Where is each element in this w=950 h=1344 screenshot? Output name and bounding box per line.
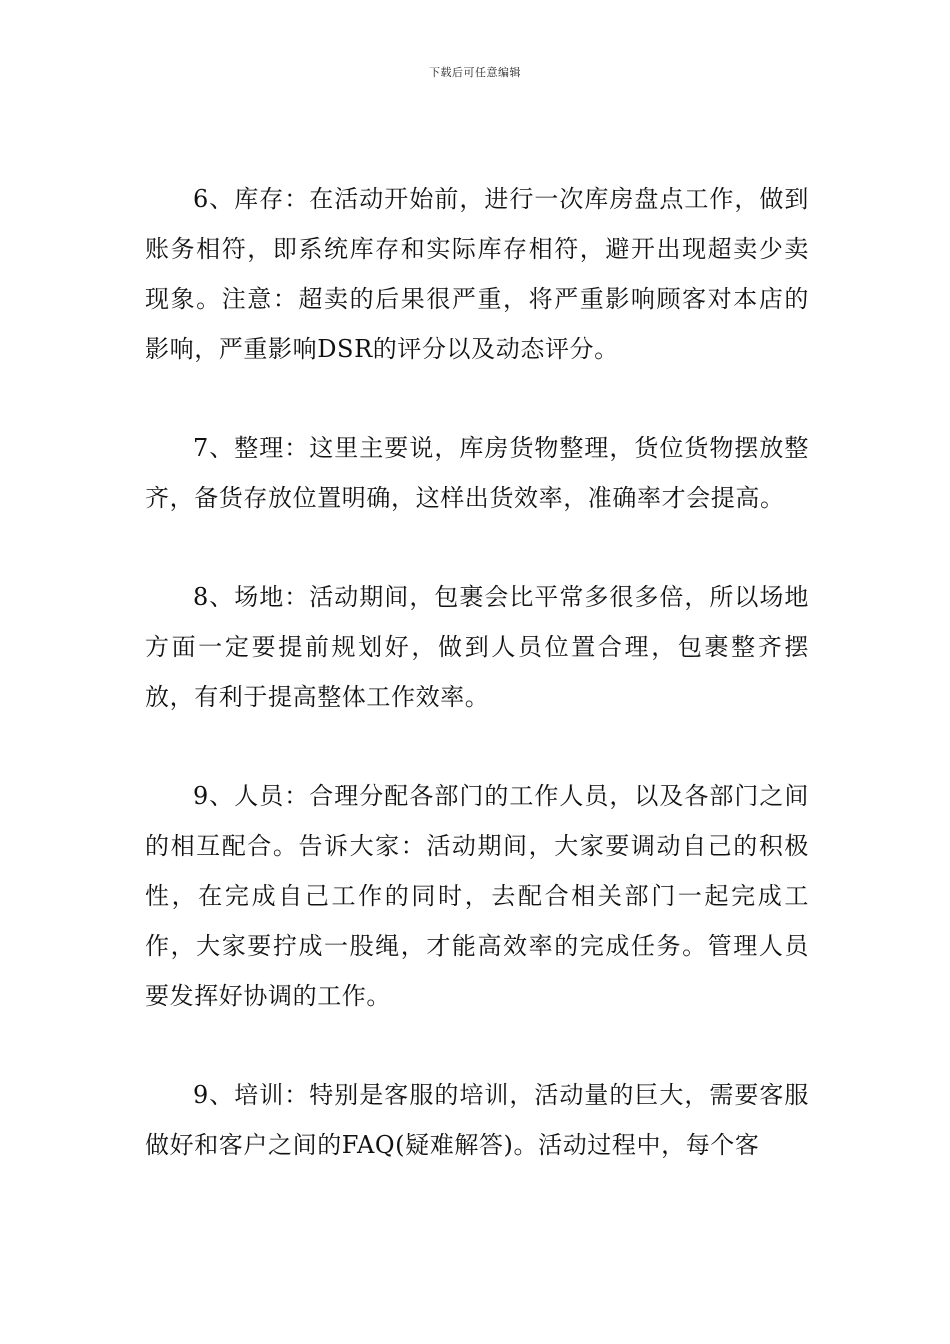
page-header: 下载后可任意编辑: [429, 66, 521, 79]
paragraph-venue: 8、场地：活动期间，包裹会比平常多很多倍，所以场地方面一定要提前规划好，做到人员位置合理，包裹整齐摆放，有利于提高整体工作效率。: [145, 583, 809, 711]
paragraph-training: 9、培训：特别是客服的培训，活动量的巨大，需要客服做好和客户之间的FAQ(疑难解答)。活动过程中，每个客: [145, 1081, 809, 1159]
paragraph-organizing: 7、整理：这里主要说，库房货物整理，货位货物摆放整齐，备货存放位置明确，这样出货效率，准确率才会提高。: [145, 434, 809, 512]
paragraph-inventory: 6、库存：在活动开始前，进行一次库房盘点工作，做到账务相符，即系统库存和实际库存相符，避开出现超卖少卖现象。注意：超卖的后果很严重，将严重影响顾客对本店的影响，严重影响DSR的评分以及动态评分。: [145, 185, 809, 363]
document-body: [145, 174, 809, 1219]
paragraph-staff: 9、人员：合理分配各部门的工作人员，以及各部门之间的相互配合。告诉大家：活动期间，大家要调动自己的积极性，在完成自己工作的同时，去配合相关部门一起完成工作，大家要拧成一股绳，才能高效率的完成任务。管理人员要发挥好协调的工作。: [145, 782, 809, 1010]
